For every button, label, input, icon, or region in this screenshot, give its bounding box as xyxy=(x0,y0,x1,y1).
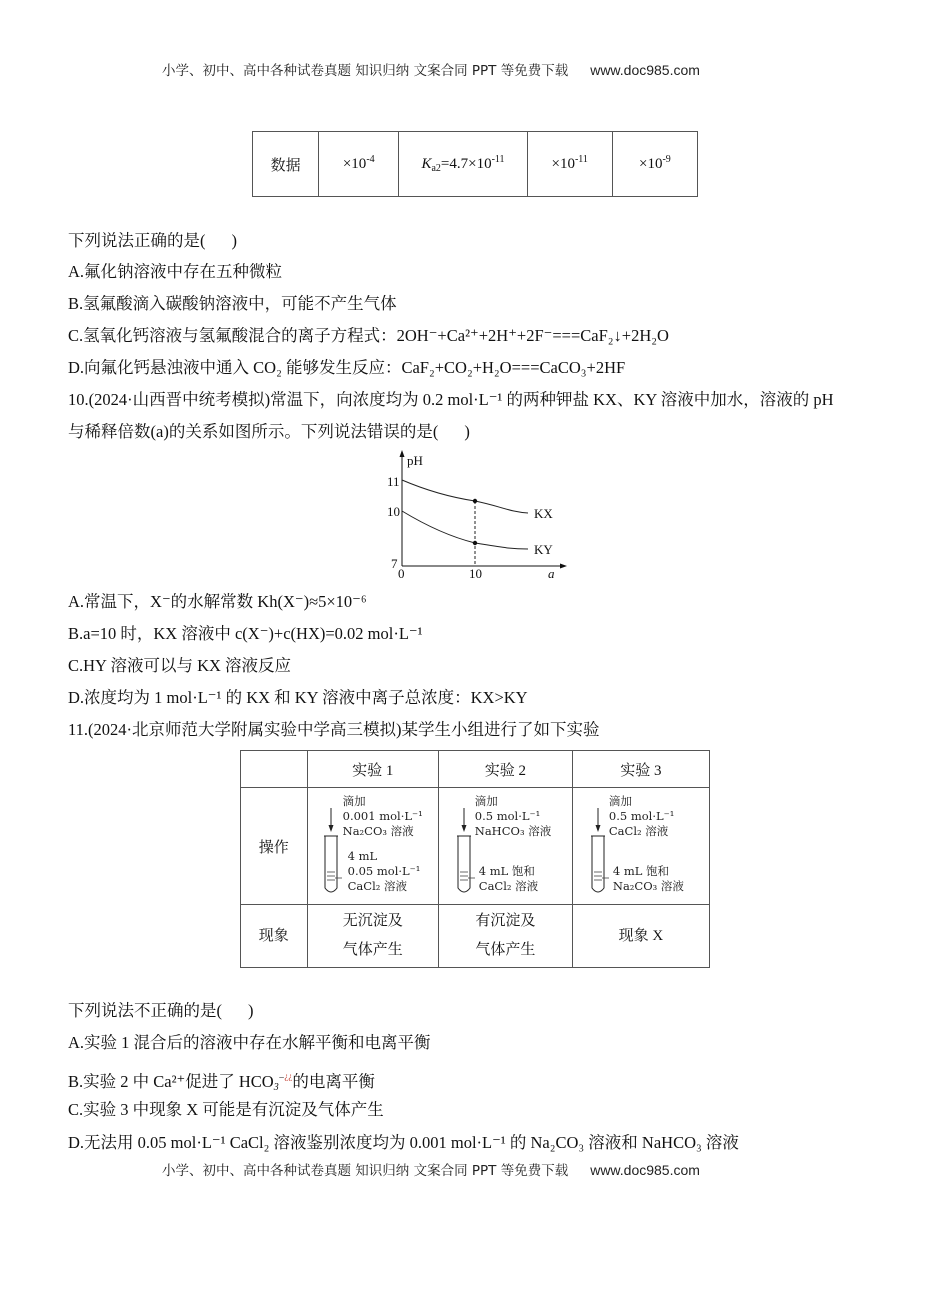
footer-text: 小学、初中、高中各种试卷真题 知识归纳 文案合同 PPT 等免费下载 xyxy=(162,1163,569,1179)
test-tube-icon xyxy=(320,806,342,896)
y-tick-11: 11 xyxy=(387,474,400,489)
operation-cell-exp2: 滴加 0.5 mol·L⁻¹ NaHCO₃ 溶液 4 mL 饱和 CaCl₂ 溶液 xyxy=(438,788,572,905)
x-axis-label: a xyxy=(548,566,555,581)
experiment-table xyxy=(240,750,710,968)
header-cell-exp2: 实验 2 xyxy=(438,751,572,788)
q10-option-c: C.HY 溶液可以与 KX 溶液反应 xyxy=(68,656,292,675)
row-label-operation: 操作 xyxy=(241,788,308,905)
row-label: 数据 xyxy=(253,132,319,197)
test-tube-icon xyxy=(587,806,609,896)
q11-option-a: A.实验 1 混合后的溶液中存在水解平衡和电离平衡 xyxy=(68,1033,431,1052)
q11-option-b: B.实验 2 中 Ca²⁺促进了 $HCO_3^{-¿¿}$的电离平衡 xyxy=(68,1071,375,1093)
phenomenon-cell-exp3: 现象 X xyxy=(572,905,709,968)
q9-option-d: D.向氟化钙悬浊液中通入 CO₂ 能够发生反应：CaF₂+CO₂+H₂O===CaCO₃+2HF xyxy=(68,358,626,377)
table-row-operation xyxy=(241,788,710,905)
constants-table xyxy=(252,131,698,197)
ph-dilution-chart xyxy=(385,448,570,583)
q11-prompt: 下列说法不正确的是( ) xyxy=(68,1001,254,1020)
footer-url: www.doc985.com xyxy=(590,1162,700,1178)
header-cell-exp3: 实验 3 xyxy=(572,751,709,788)
page-header xyxy=(162,59,700,79)
q9-option-c: C.氢氧化钙溶液与氢氟酸混合的离子方程式：2OH⁻+Ca²⁺+2H⁺+2F⁻===CaF₂↓+2H₂O xyxy=(68,326,669,345)
table-cell: $\times 10^{-4}$ xyxy=(319,132,399,197)
y-tick-7: 7 xyxy=(391,556,398,571)
q10-option-b: B.a=10 时，KX 溶液中 c(X⁻)+c(HX)=0.02 mol·L⁻¹ xyxy=(68,624,423,643)
table-header-row xyxy=(241,751,710,788)
curve-kx xyxy=(402,480,528,513)
header-cell-exp1: 实验 1 xyxy=(307,751,438,788)
q10-stem-line1: 10.(2024·山西晋中统考模拟)常温下，向浓度均为 0.2 mol·L⁻¹ 的两种钾盐 KX、KY 溶液中加水，溶液的 pH xyxy=(68,390,834,409)
point-ky-a10 xyxy=(473,541,477,545)
operation-cell-exp3: 滴加 0.5 mol·L⁻¹ CaCl₂ 溶液 4 mL 饱和 Na₂CO₃ 溶液 xyxy=(572,788,709,905)
table-cell: $K_{a2}=4.7\times 10^{-11}$ xyxy=(399,132,527,197)
q10-option-d: D.浓度均为 1 mol·L⁻¹ 的 KX 和 KY 溶液中离子总浓度：KX>KY xyxy=(68,688,528,707)
legend-ky: KY xyxy=(534,542,553,557)
table-row-phenomenon xyxy=(241,905,710,968)
row-label-phenomenon: 现象 xyxy=(241,905,308,968)
legend-kx: KX xyxy=(534,506,553,521)
point-kx-a10 xyxy=(473,499,477,503)
q9-option-b: B.氢氟酸滴入碳酸钠溶液中，可能不产生气体 xyxy=(68,294,397,313)
y-axis-arrow-icon xyxy=(400,450,405,457)
x-tick-10: 10 xyxy=(469,566,482,581)
q10-stem-line2: 与稀释倍数(a)的关系如图所示。下列说法错误的是( ) xyxy=(68,422,470,441)
curve-ky xyxy=(402,511,528,549)
q9-option-a: A.氟化钠溶液中存在五种微粒 xyxy=(68,262,283,281)
q9-prompt: 下列说法正确的是( ) xyxy=(68,231,237,250)
header-text: 小学、初中、高中各种试卷真题 知识归纳 文案合同 PPT 等免费下载 xyxy=(162,63,569,79)
table-cell: $\times 10^{-11}$ xyxy=(527,132,612,197)
header-url: www.doc985.com xyxy=(590,62,700,78)
page-footer xyxy=(162,1159,700,1179)
q11-option-d: D.无法用 0.05 mol·L⁻¹ CaCl₂ 溶液鉴别浓度均为 0.001 mol·L⁻¹ 的 Na₂CO₃ 溶液和 NaHCO₃ 溶液 xyxy=(68,1133,739,1152)
phenomenon-cell-exp2: 有沉淀及 气体产生 xyxy=(438,905,572,968)
q10-option-a: A.常温下，X⁻的水解常数 Kh(X⁻)≈5×10⁻⁶ xyxy=(68,592,367,611)
phenomenon-cell-exp1: 无沉淀及 气体产生 xyxy=(307,905,438,968)
table-row xyxy=(253,132,698,197)
x-tick-0: 0 xyxy=(398,566,405,581)
table-cell: $\times 10^{-9}$ xyxy=(612,132,697,197)
q11-stem: 11.(2024·北京师范大学附属实验中学高三模拟)某学生小组进行了如下实验 xyxy=(68,720,600,739)
encoding-artifact: ¿¿ xyxy=(284,1071,293,1081)
q11-option-c: C.实验 3 中现象 X 可能是有沉淀及气体产生 xyxy=(68,1100,384,1119)
y-tick-10: 10 xyxy=(387,504,400,519)
test-tube-icon xyxy=(453,806,475,896)
y-axis-label: pH xyxy=(407,453,423,468)
operation-cell-exp1: 滴加 0.001 mol·L⁻¹ Na₂CO₃ 溶液 4 mL 0.05 mol·L⁻¹ CaCl₂ 溶液 xyxy=(307,788,438,905)
x-axis-arrow-icon xyxy=(560,564,567,569)
header-cell-empty xyxy=(241,751,308,788)
